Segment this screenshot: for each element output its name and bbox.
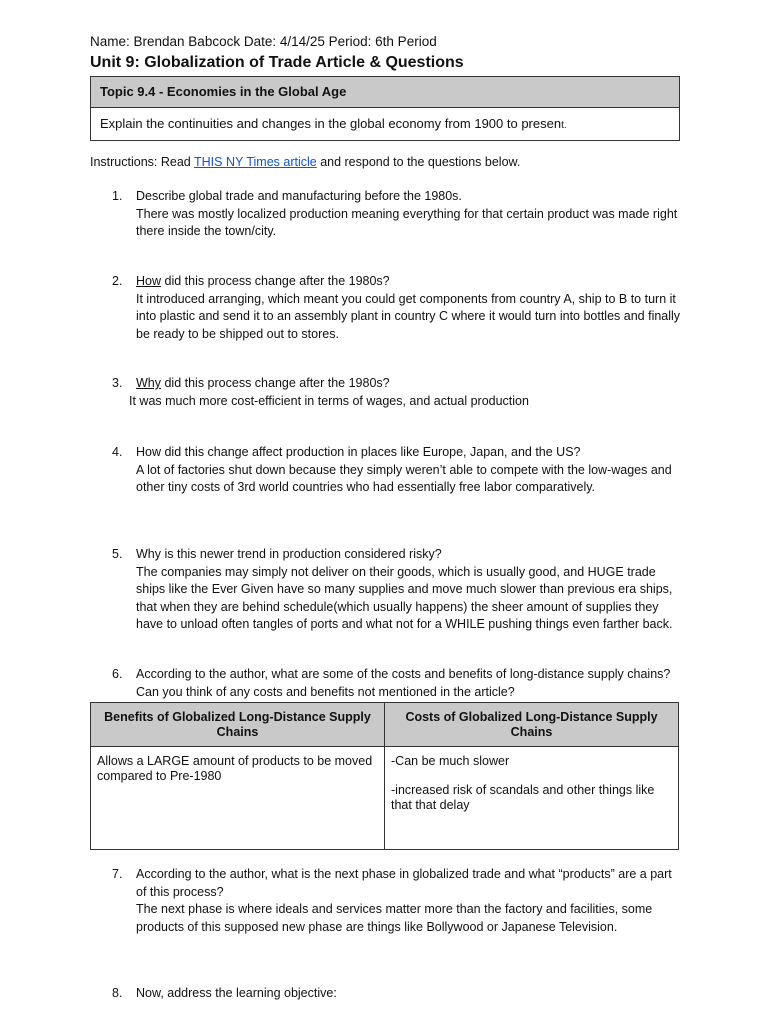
question-number: 8. — [112, 986, 123, 1000]
learning-objective-tail: t. — [561, 120, 567, 131]
question-text: Now, address the learning objective: — [136, 986, 337, 1000]
answer-text[interactable]: It was much more cost-efficient in terms of wages, and actual production — [129, 393, 529, 408]
answer-text[interactable]: There was mostly localized production meaning everything for that certain product was made right there inside the town/city. — [136, 206, 678, 238]
answer-text[interactable]: It introduced arranging, which meant you could get components from country A, ship to B to turn it into plastic and send it to an assembly plant in country C where it would turn into bottles and finally be ready to be shipped out to stores. — [136, 291, 681, 341]
question-number: 3. — [112, 376, 123, 390]
cost-item: -Can be much slower — [391, 754, 510, 768]
cost-item: -increased risk of scandals and other things like that that delay — [391, 783, 655, 812]
learning-objective — [91, 108, 679, 140]
answer-text[interactable]: The companies may simply not deliver on their goods, which is usually good, and HUGE trade ships like the Ever Given have so many supplies and move much slower than previous era ships, that when they are behind schedule(which usually happens) the sheer amount of supplies they have to unload often tangles of ports and what not for a WHILE pushing things even farther back. — [136, 564, 673, 631]
costs-header: Costs of Globalized Long-Distance Supply Chains — [385, 703, 678, 747]
question-rest: did this process change after the 1980s? — [161, 274, 390, 288]
instructions-prefix: Instructions: Read — [90, 155, 194, 169]
question-number: 1. — [112, 189, 123, 203]
benefit-item: Allows a LARGE amount of products to be moved compared to Pre-1980 — [97, 754, 373, 783]
page-title: Unit 9: Globalization of Trade Article & Questions — [90, 54, 464, 71]
question-text: How did this change affect production in places like Europe, Japan, and the US? — [136, 445, 581, 459]
learning-objective-text: Explain the continuities and changes in the global economy from 1900 to presen — [100, 116, 562, 131]
question-text — [136, 375, 684, 393]
benefits-cell[interactable] — [91, 747, 385, 849]
instructions — [90, 155, 520, 169]
question-number: 6. — [112, 667, 123, 681]
question-emphasis: Why — [136, 376, 161, 390]
topic-heading: Topic 9.4 - Economies in the Global Age — [91, 77, 679, 108]
question-rest: did this process change after the 1980s? — [161, 376, 390, 390]
question-text: Describe global trade and manufacturing before the 1980s. — [136, 189, 462, 203]
question-emphasis: How — [136, 274, 162, 288]
supply-chain-table — [90, 702, 679, 850]
article-link[interactable]: THIS NY Times article — [194, 155, 317, 169]
answer-text[interactable]: The next phase is where ideals and services matter more than the factory and facilities, some products of this supposed new phase are things like Bollywood or Japanese Television. — [136, 902, 653, 934]
costs-cell[interactable] — [385, 747, 678, 849]
question-text: Why is this newer trend in production considered risky? — [136, 547, 442, 561]
question-number: 5. — [112, 547, 123, 561]
question-number: 2. — [112, 274, 123, 288]
question-text — [136, 273, 684, 291]
question-text: According to the author, what are some of the costs and benefits of long-distance supply chains? Can you think of any costs and benefits not mentioned in the article? — [136, 667, 671, 699]
topic-box — [90, 76, 680, 141]
question-number: 7. — [112, 867, 123, 881]
question-text: According to the author, what is the next phase in globalized trade and what “products” are a part of this process? — [136, 867, 672, 899]
instructions-suffix: and respond to the questions below. — [316, 155, 521, 169]
benefits-header: Benefits of Globalized Long-Distance Supply Chains — [91, 703, 385, 747]
student-info-line: Name: Brendan Babcock Date: 4/14/25 Period: 6th Period — [90, 34, 437, 49]
answer-text[interactable]: A lot of factories shut down because they simply weren’t able to compete with the low-wages and other tiny costs of 3rd world countries who had essentially free labor comparatively. — [136, 462, 672, 494]
question-number: 4. — [112, 445, 123, 459]
